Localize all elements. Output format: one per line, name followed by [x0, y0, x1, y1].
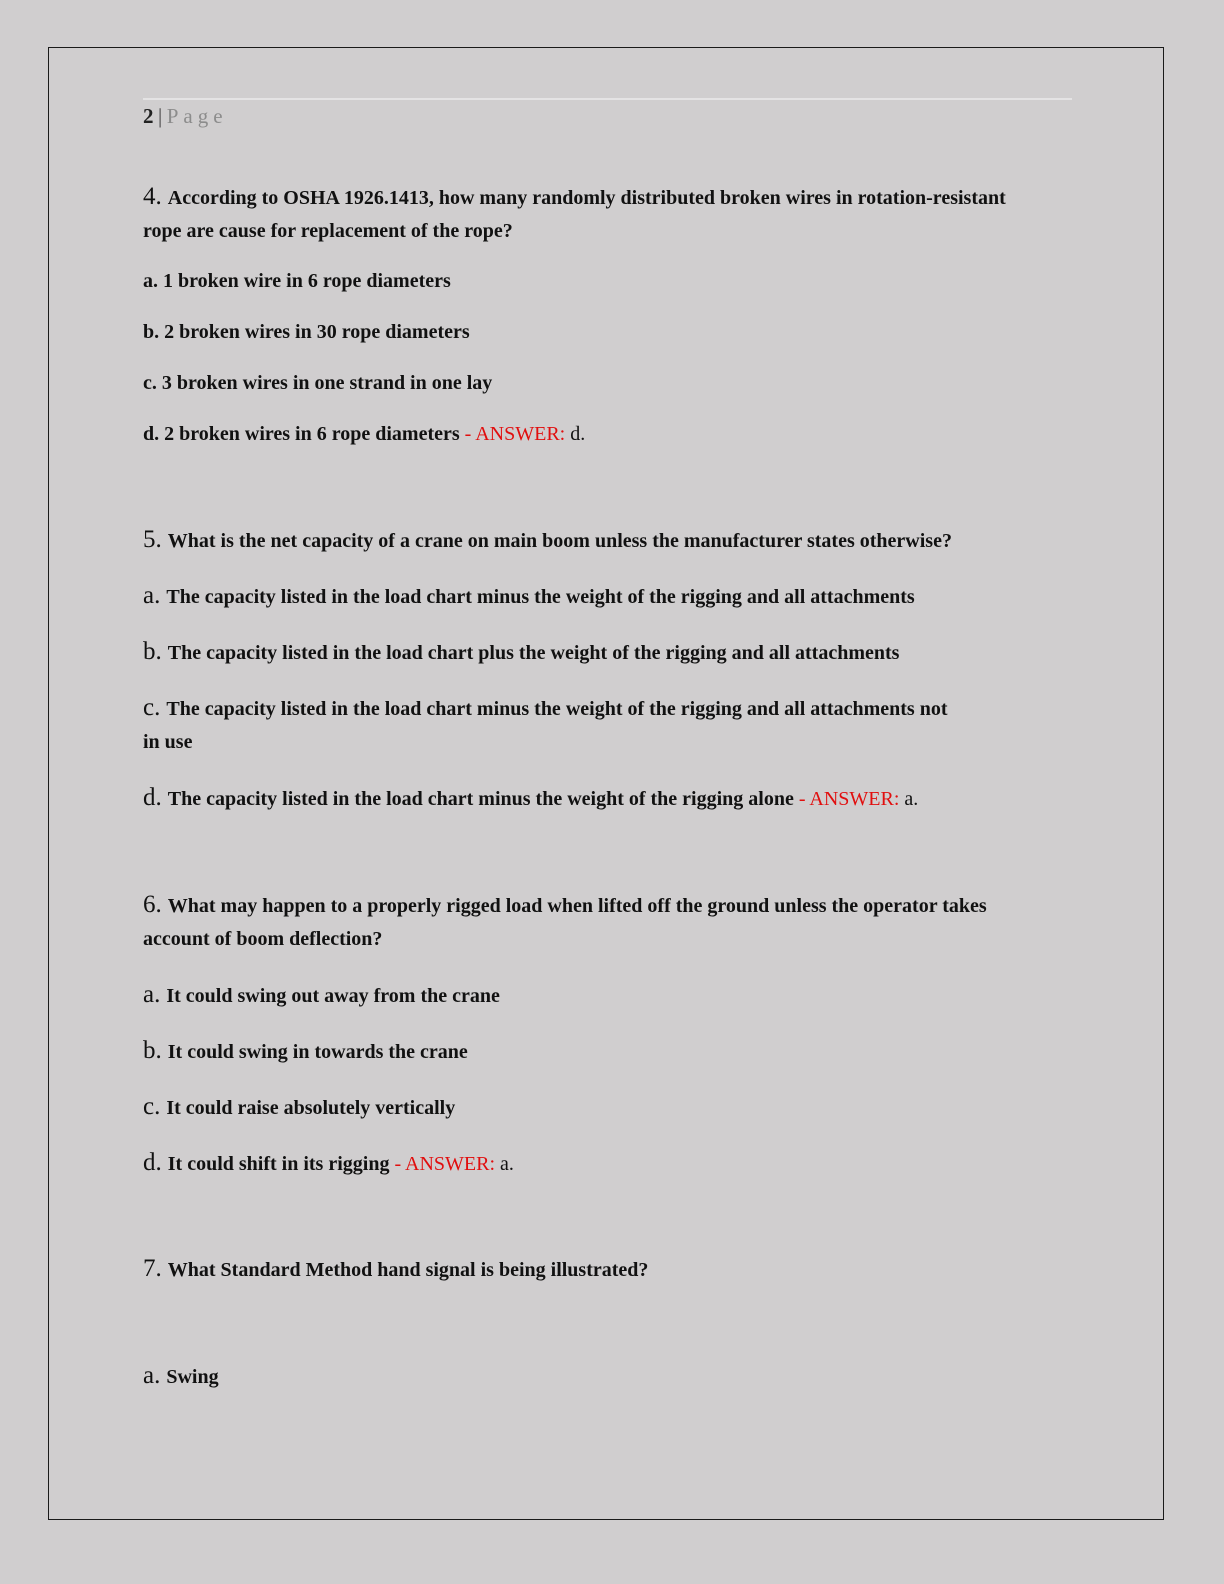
- option-letter: a.: [143, 582, 161, 609]
- option-letter: d.: [143, 784, 162, 811]
- option-letter: d.: [143, 1149, 162, 1176]
- option-d: [143, 424, 585, 444]
- option-text: The capacity listed in the load chart minus the weight of the rigging and all attachments: [166, 586, 915, 608]
- option-letter: b.: [143, 1037, 162, 1064]
- option-letter: a.: [143, 981, 161, 1008]
- question-5: [143, 527, 952, 552]
- option-d: [143, 785, 918, 810]
- header-separator: |: [158, 104, 163, 128]
- option-letter: c.: [143, 694, 161, 721]
- option-a: a. 1 broken wire in 6 rope diameters: [143, 270, 451, 292]
- question-4: [143, 184, 1006, 209]
- option-text: The capacity listed in the load chart minus the weight of the rigging and all attachments not: [166, 698, 948, 720]
- page-label: Page: [166, 104, 228, 128]
- question-text: According to OSHA 1926.1413, how many randomly distributed broken wires in rotation-resistant: [167, 187, 1006, 209]
- option-letter: b.: [143, 638, 162, 665]
- option-c: [143, 1094, 455, 1119]
- option-letter: a.: [143, 1362, 161, 1389]
- question-number: 5.: [143, 526, 162, 553]
- option-d: [143, 1150, 514, 1175]
- answer-label: - ANSWER:: [389, 1153, 496, 1175]
- question-number: 6.: [143, 891, 162, 918]
- option-b: b. 2 broken wires in 30 rope diameters: [143, 321, 470, 343]
- question-4-line2: rope are cause for replacement of the rope?: [143, 220, 513, 242]
- option-letter: c.: [143, 1093, 161, 1120]
- option-c: [143, 695, 947, 720]
- page-frame: [48, 47, 1164, 1520]
- page-header: [143, 104, 228, 129]
- option-a: [143, 583, 915, 608]
- option-text: It could swing in towards the crane: [167, 1041, 468, 1063]
- answer-value: a.: [899, 788, 919, 810]
- question-7: [143, 1256, 648, 1281]
- answer-value: a.: [495, 1153, 514, 1175]
- option-text: It could shift in its rigging: [167, 1153, 390, 1175]
- question-6: [143, 892, 987, 917]
- answer-label: - ANSWER:: [459, 423, 566, 445]
- option-text: It could swing out away from the crane: [166, 985, 500, 1007]
- question-text: What Standard Method hand signal is being illustrated?: [167, 1259, 649, 1281]
- question-text: What may happen to a properly rigged load when lifted off the ground unless the operator takes: [167, 895, 987, 917]
- option-text: The capacity listed in the load chart minus the weight of the rigging alone: [167, 788, 794, 810]
- option-c: c. 3 broken wires in one strand in one lay: [143, 372, 493, 394]
- question-number: 4.: [143, 183, 162, 210]
- option-a: [143, 1363, 219, 1388]
- answer-value: d.: [565, 423, 586, 445]
- header-divider: [143, 98, 1072, 100]
- option-text: d. 2 broken wires in 6 rope diameters: [143, 423, 460, 445]
- page-number: 2: [143, 104, 154, 128]
- option-a: [143, 982, 500, 1007]
- option-text: Swing: [166, 1366, 219, 1388]
- option-text: The capacity listed in the load chart plus the weight of the rigging and all attachments: [167, 642, 900, 664]
- option-c-line2: in use: [143, 731, 193, 753]
- option-b: [143, 639, 899, 664]
- question-number: 7.: [143, 1255, 162, 1282]
- option-text: It could raise absolutely vertically: [166, 1097, 456, 1119]
- option-b: [143, 1038, 468, 1063]
- question-text: What is the net capacity of a crane on main boom unless the manufacturer states otherwise?: [167, 530, 952, 552]
- answer-label: - ANSWER:: [793, 788, 900, 810]
- question-6-line2: account of boom deflection?: [143, 928, 383, 950]
